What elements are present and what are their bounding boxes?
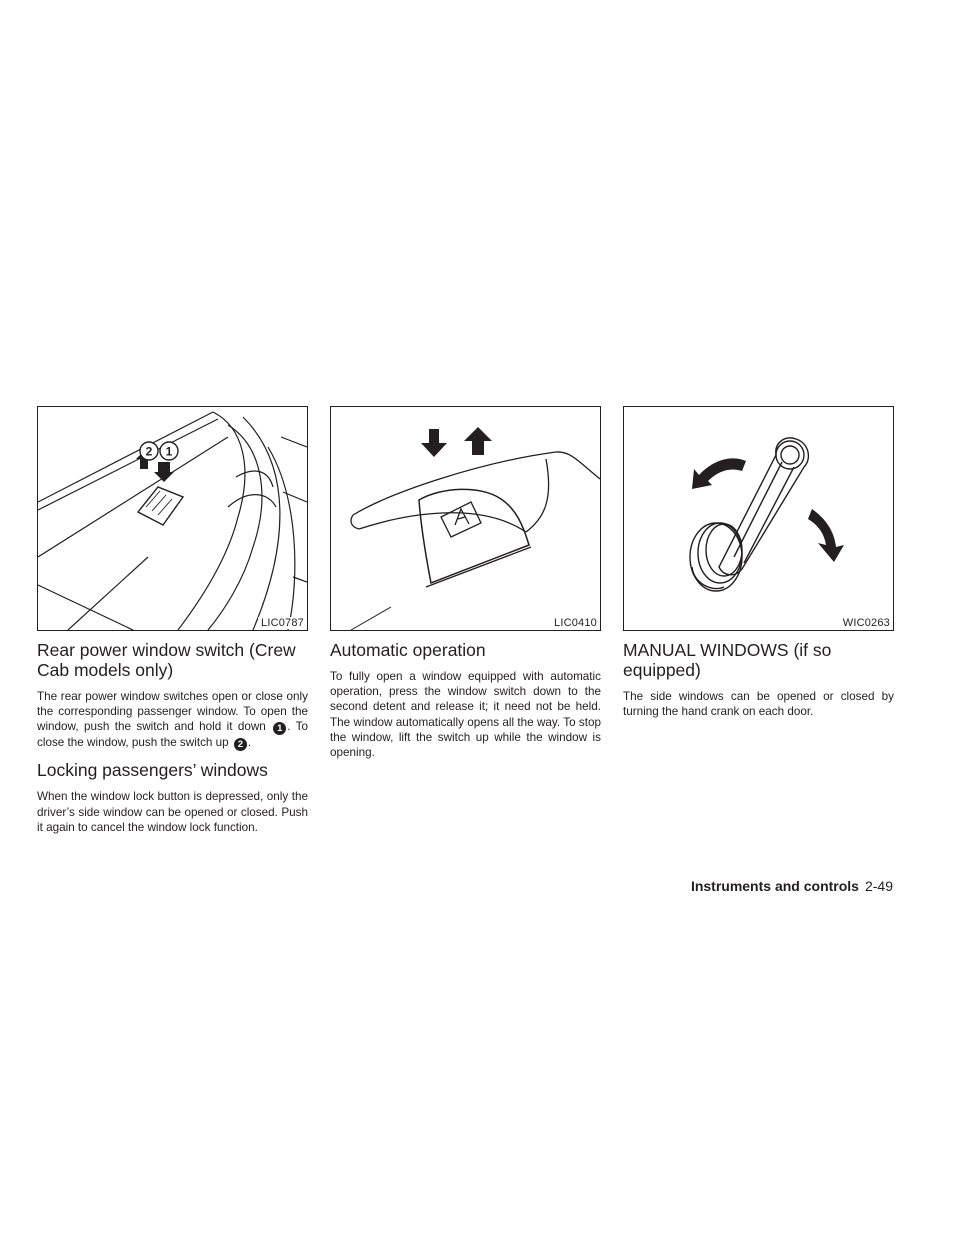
callout-1-label: 1 <box>165 444 173 459</box>
rear-window-switch-illustration <box>38 407 307 630</box>
automatic-switch-illustration <box>331 407 600 630</box>
hand-crank-illustration <box>624 407 893 630</box>
figure-manual-windows <box>623 406 894 631</box>
section-heading: Locking passengers’ windows <box>37 760 268 781</box>
circled-number-1: 1 <box>273 722 286 735</box>
section-body: To fully open a window equipped with automatic operation, press the window switch down to the second detent and release it; it need not be held. The window automatically opens all the way. To stop the window, lift the switch up while the window is opening. <box>330 670 601 760</box>
section-heading: MANUAL WINDOWS (if so equipped) <box>623 640 832 680</box>
column-1 <box>37 406 308 835</box>
body-text: . <box>247 736 252 750</box>
section-heading: Rear power window switch (Crew Cab models only) <box>37 640 296 680</box>
callout-2-label: 2 <box>145 444 153 459</box>
circled-number-2: 2 <box>234 738 247 751</box>
figure-rear-window-switch <box>37 406 308 631</box>
page-footer <box>691 878 893 894</box>
column-2 <box>330 406 601 760</box>
body-text: . To close the window, push the switch up <box>37 720 308 750</box>
section-body: The side windows can be opened or closed by turning the hand crank on each door. <box>623 690 894 719</box>
figure-code: LIC0410 <box>551 617 597 629</box>
section-body <box>37 689 308 751</box>
body-text: The rear power window switches open or close only the corresponding passenger window. To open the window, push the switch and hold it down <box>37 690 308 734</box>
footer-section-title: Instruments and controls <box>690 878 859 894</box>
section-heading: Automatic operation <box>330 640 486 660</box>
section-body: When the window lock button is depressed, only the driver’s side window can be opened or closed. Push it again to cancel the window lock function. <box>37 790 308 834</box>
figure-code: WIC0263 <box>840 617 890 629</box>
column-3 <box>623 406 894 719</box>
figure-automatic-operation <box>330 406 601 631</box>
figure-code: LIC0787 <box>258 617 304 629</box>
page-number: 2-49 <box>864 878 893 894</box>
